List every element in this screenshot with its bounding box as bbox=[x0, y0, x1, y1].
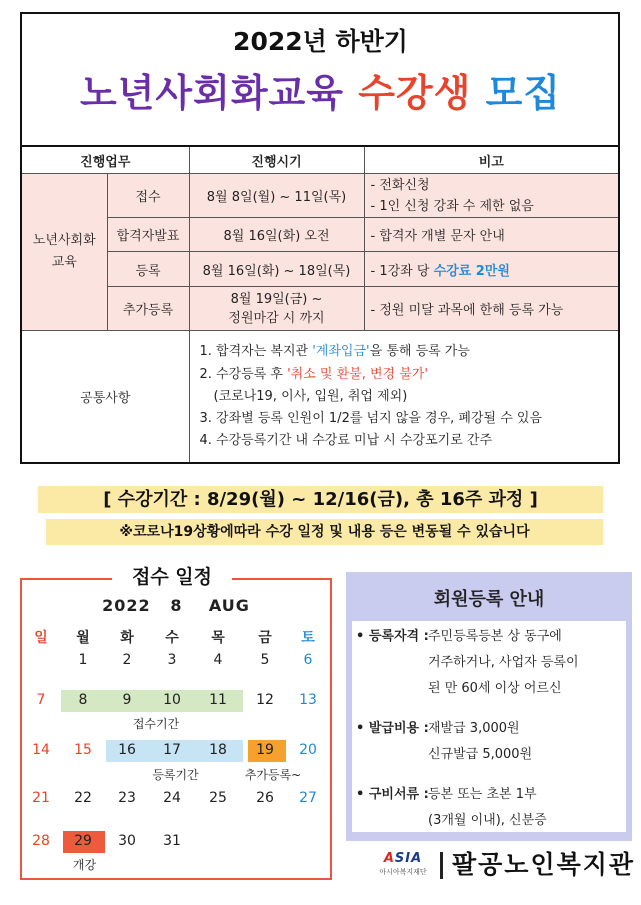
calendar-month-header bbox=[20, 596, 332, 615]
membership-value bbox=[428, 782, 547, 834]
calendar-day: 26 bbox=[256, 790, 274, 806]
calendar-day: 7 bbox=[36, 692, 46, 708]
task-cell: 추가등록 bbox=[107, 287, 189, 331]
title-part-students: 수강생 bbox=[358, 71, 472, 115]
col-header-task: 진행업무 bbox=[21, 146, 189, 174]
common-text: 2. 수강등록 후 bbox=[199, 367, 288, 383]
membership-value bbox=[428, 716, 532, 768]
calendar-day: 23 bbox=[118, 790, 136, 806]
calendar-day: 18 bbox=[209, 742, 227, 758]
weekday-label: 토 bbox=[301, 630, 315, 646]
calendar-day: 14 bbox=[32, 742, 50, 758]
weekday-label: 금 bbox=[258, 630, 272, 646]
common-row bbox=[21, 331, 619, 463]
note-cell bbox=[364, 174, 619, 218]
col-header-period: 진행시기 bbox=[189, 146, 364, 174]
membership-value bbox=[428, 624, 579, 702]
header-subtitle: 2022년 하반기 bbox=[233, 27, 408, 56]
period-line: 8월 19일(금) ~ bbox=[230, 291, 323, 307]
common-label: 공통사항 bbox=[21, 331, 189, 463]
asia-foundation-logo: ASIA 아시아복지재단 bbox=[368, 851, 438, 881]
calendar-day: 12 bbox=[256, 692, 274, 708]
weekday-label: 월 bbox=[76, 630, 90, 646]
membership-line: (3개월 이내), 신분증 bbox=[428, 813, 547, 828]
calendar-day: 22 bbox=[74, 790, 92, 806]
calendar-day: 11 bbox=[209, 692, 227, 708]
common-item-1 bbox=[200, 340, 612, 364]
calendar-day: 3 bbox=[167, 652, 177, 668]
title-part-program: 노년사회화교육 bbox=[80, 71, 344, 115]
membership-line: 신규발급 5,000원 bbox=[428, 747, 533, 762]
page-title bbox=[0, 62, 641, 117]
footer-divider bbox=[440, 852, 443, 879]
membership-line: 거주하거나, 사업자 등록이 bbox=[428, 655, 579, 670]
calendar-day: 31 bbox=[163, 833, 181, 849]
table-row bbox=[21, 252, 619, 287]
table-header-row bbox=[21, 146, 619, 174]
logo-subtext: 아시아복지재단 bbox=[379, 868, 427, 876]
membership-label: • 발급비용 : bbox=[356, 721, 429, 736]
calendar-day: 9 bbox=[122, 692, 132, 708]
common-item-4: 4. 수강등록기간 내 수강료 미납 시 수강포기로 간주 bbox=[199, 433, 493, 449]
calendar-month-en: AUG bbox=[208, 596, 250, 615]
weekday-label: 수 bbox=[165, 630, 179, 646]
note-cell bbox=[364, 252, 619, 287]
calendar-day: 2 bbox=[122, 652, 132, 668]
col-header-note: 비고 bbox=[364, 146, 619, 174]
calendar-day: 29 bbox=[74, 833, 92, 849]
calendar-day: 17 bbox=[163, 742, 181, 758]
calendar-day: 16 bbox=[118, 742, 136, 758]
calendar-day: 19 bbox=[256, 742, 274, 758]
calendar-day: 13 bbox=[299, 692, 317, 708]
common-text: 을 통해 등록 가능 bbox=[369, 344, 470, 360]
common-highlight: '취소 및 환불, 변경 불가' bbox=[287, 367, 428, 383]
period-cell bbox=[189, 287, 364, 331]
calendar-day: 24 bbox=[163, 790, 181, 806]
note-line: - 전화신청 bbox=[370, 177, 430, 193]
calendar-day: 5 bbox=[260, 652, 270, 668]
note-line: - 1인 신청 강좌 수 제한 없음 bbox=[370, 198, 534, 214]
membership-line: 등본 또는 초본 1부 bbox=[428, 787, 537, 802]
calendar-day: 10 bbox=[163, 692, 181, 708]
fee-highlight: 수강료 2만원 bbox=[433, 263, 510, 279]
membership-title: 회원등록 안내 bbox=[433, 589, 545, 610]
calendar-title: 접수 일정 bbox=[112, 562, 232, 589]
common-notes bbox=[189, 331, 619, 463]
registration-caption: 등록기간 bbox=[152, 768, 199, 782]
membership-line: 된 만 60세 이상 어르신 bbox=[428, 681, 562, 696]
note-cell: - 합격자 개별 문자 안내 bbox=[364, 218, 619, 252]
calendar-day: 27 bbox=[299, 790, 317, 806]
calendar-year: 2022 bbox=[102, 596, 151, 615]
weekday-label: 화 bbox=[120, 630, 134, 646]
membership-label: • 구비서류 : bbox=[356, 787, 429, 802]
membership-item bbox=[356, 624, 429, 650]
common-highlight: '계좌입금' bbox=[312, 344, 370, 360]
period-cell: 8월 8일(월) ~ 11일(목) bbox=[189, 174, 364, 218]
task-cell: 등록 bbox=[107, 252, 189, 287]
calendar-day: 4 bbox=[213, 652, 223, 668]
category-cell bbox=[21, 174, 107, 331]
calendar-month: 8 bbox=[170, 596, 183, 615]
period-cell: 8월 16일(화) ~ 18일(목) bbox=[189, 252, 364, 287]
course-period-banner: [ 수강기간 : 8/29(월) ~ 12/16(금), 총 16주 과정 ] bbox=[38, 486, 603, 513]
common-item-2 bbox=[200, 364, 612, 386]
membership-line: 주민등록등본 상 동구에 bbox=[428, 629, 562, 644]
opening-caption: 개강 bbox=[72, 858, 97, 872]
calendar-day: 30 bbox=[118, 833, 136, 849]
schedule-table bbox=[20, 145, 620, 464]
note-cell: - 정원 미달 과목에 한해 등록 가능 bbox=[364, 287, 619, 331]
calendar-day: 6 bbox=[303, 652, 313, 668]
weekday-label: 목 bbox=[211, 630, 225, 646]
note-text: - 1강좌 당 bbox=[370, 263, 434, 279]
weekday-label: 일 bbox=[34, 630, 48, 646]
calendar-day: 28 bbox=[32, 833, 50, 849]
task-cell: 합격자발표 bbox=[107, 218, 189, 252]
membership-line: 재발급 3,000원 bbox=[428, 721, 520, 736]
table-row bbox=[21, 174, 619, 218]
covid-notice: ※코로나19상황에따라 수강 일정 및 내용 등은 변동될 수 있습니다 bbox=[46, 519, 603, 545]
calendar-day: 20 bbox=[299, 742, 317, 758]
common-item-2-sub: (코로나19, 이사, 입원, 취업 제외) bbox=[213, 389, 408, 405]
membership-item bbox=[356, 716, 429, 742]
org-name: 팔공노인복지관 bbox=[452, 850, 636, 879]
calendar-day: 1 bbox=[78, 652, 88, 668]
task-cell: 접수 bbox=[107, 174, 189, 218]
table-row bbox=[21, 218, 619, 252]
table-row bbox=[21, 287, 619, 331]
title-part-recruit: 모집 bbox=[485, 71, 561, 115]
calendar-day: 15 bbox=[74, 742, 92, 758]
category-label: 노년사회화 교육 bbox=[32, 233, 96, 270]
period-line: 정원마감 시 까지 bbox=[228, 310, 325, 326]
calendar-day: 8 bbox=[78, 692, 88, 708]
membership-label: • 등록자격 : bbox=[356, 629, 429, 644]
membership-item bbox=[356, 782, 429, 808]
calendar-day: 25 bbox=[209, 790, 227, 806]
additional-caption: 추가등록~ bbox=[244, 768, 302, 782]
common-item-3: 3. 강좌별 등록 인원이 1/2를 넘지 않을 경우, 폐강될 수 있음 bbox=[199, 411, 543, 427]
reception-caption: 접수기간 bbox=[132, 717, 180, 731]
calendar-day: 21 bbox=[32, 790, 50, 806]
period-cell: 8월 16일(화) 오전 bbox=[189, 218, 364, 252]
common-text: 1. 합격자는 복지관 bbox=[199, 344, 313, 360]
